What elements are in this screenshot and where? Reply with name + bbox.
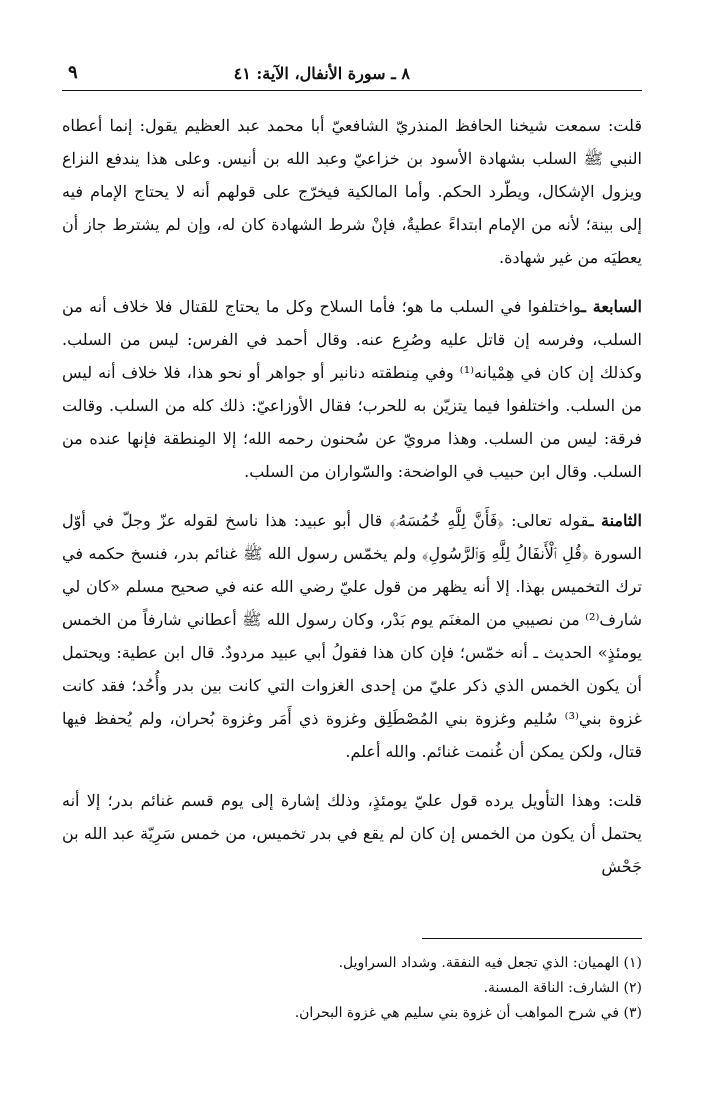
page-number: ٩ — [68, 62, 78, 83]
page — [62, 60, 643, 1021]
paragraph-1-text: قلت: سمعت شيخنا الحافظ المنذريّ الشافعيّ أبا محمد عبد العظيم يقول: إنما أعطاه النبي ﷺ السلب بشهادة الأسود بن خزاعيّ وعبد الله بن أنيس. وعلى هذا يندفع النزاع ويزول الإشكال، ويطّرد الحكم. وأما المالكية فيخرّج على قولهم أنه لا يحتاج الإمام فيه إلى بينة؛ لأنه من الإمام ابتداءً عطيةٌ، فإنْ شرط الشهادة كان له، وإن لم يشترط جاز أن يعطيَه من غير شهادة. — [62, 116, 642, 267]
section-heading-seventh: السابعة ـ — [581, 297, 642, 316]
paragraph-eighth — [62, 498, 642, 768]
paragraph-4-text: قلت: وهذا التأويل يرده قول عليّ يومئذٍ، وذلك إشارة إلى يوم قسم غنائم بدر؛ إلا أنه يحتمل أن يكون من الخمس إن كان لم يقع في بدر تخميس، من خمس سَرِيّة عبد الله بن جَحْش — [62, 791, 642, 876]
body-text — [62, 109, 642, 883]
page-header — [62, 60, 642, 91]
running-title: ٨ ـ سورة الأنفال، الآية: ٤١ — [233, 64, 410, 83]
paragraph-1 — [62, 109, 642, 274]
paragraph-eighth-text: قوله تعالى: ﴿فَأَنَّ لِلَّهِ خُمُسَهُۥ﴾ قال أبو عبيد: هذا ناسخ لقوله عزّ وجلّ في أوّل السورة ﴿قُلِ ٱلْأَنفَالُ لِلَّهِ وَٱلرَّسُولِ﴾ ولم يخمّس رسول الله ﷺ غنائم بدر، فنسخ حكمه في ترك التخميس بهذا. إلا أنه يظهر من قول عليّ رضي الله عنه في صحيح مسلم «كان لي شارف⁽²⁾ من نصيبي من المغنَم يوم بَدْر، وكان رسول الله ﷺ أعطاني شارفاً من الخمس يومئذٍ» الحديث ـ أنه خمّس؛ فإن كان هذا فقولُ أبي عبيد مردودٌ. قال ابن عطية: ويحتمل أن يكون الخمس الذي ذكر عليّ من إحدى الغزوات التي كانت بين بدر وأُحُد؛ فقد كانت غزوة بني⁽³⁾ سُليم وغزوة بني المُصْطَلِق وغزوة ذي أَمَر وغزوة بُحران، ولم يُحفظ فيها قتال، ولكن يمكن أن غُنمت غنائم. والله أعلم. — [62, 511, 643, 761]
paragraph-seventh-text: واختلفوا في السلب ما هو؛ فأما السلاح وكل ما يحتاج للقتال فلا خلاف أنه من السلب، وفرسه إن قاتل عليه وصُرِع عنه. وقال أحمد في الفرس: ليس من السلب. وكذلك إن كان في هِمْيانه⁽¹⁾ وفي مِنطقته دنانير أو جواهر أو نحو هذا، فلا خلاف أنه ليس من السلب. واختلفوا فيما يتزيّن به للحرب؛ فقال الأوزاعيّ: ذلك كله من السلب. وقالت فرقة: ليس من السلب. وهذا مرويّ عن سُحنون رحمه الله؛ إلا المِنطقة فإنها عنده من السلب. وقال ابن حبيب في الواضحة: والسّواران من السلب. — [62, 297, 642, 481]
section-heading-eighth: الثامنة ـ — [588, 511, 642, 530]
paragraph-4 — [62, 778, 642, 883]
footnotes — [62, 938, 642, 1026]
paragraph-seventh — [62, 284, 642, 488]
footnote-divider — [422, 938, 642, 939]
footnote-3: (٣) في شرح المواهب أن غزوة بني سليم هي غزوة البحران. — [294, 1005, 642, 1021]
footnote-1: (١) الهميان: الذي تجعل فيه النفقة. وشداد السراويل. — [338, 955, 642, 971]
footnote-2: (٢) الشارف: الناقة المسنة. — [483, 980, 642, 996]
